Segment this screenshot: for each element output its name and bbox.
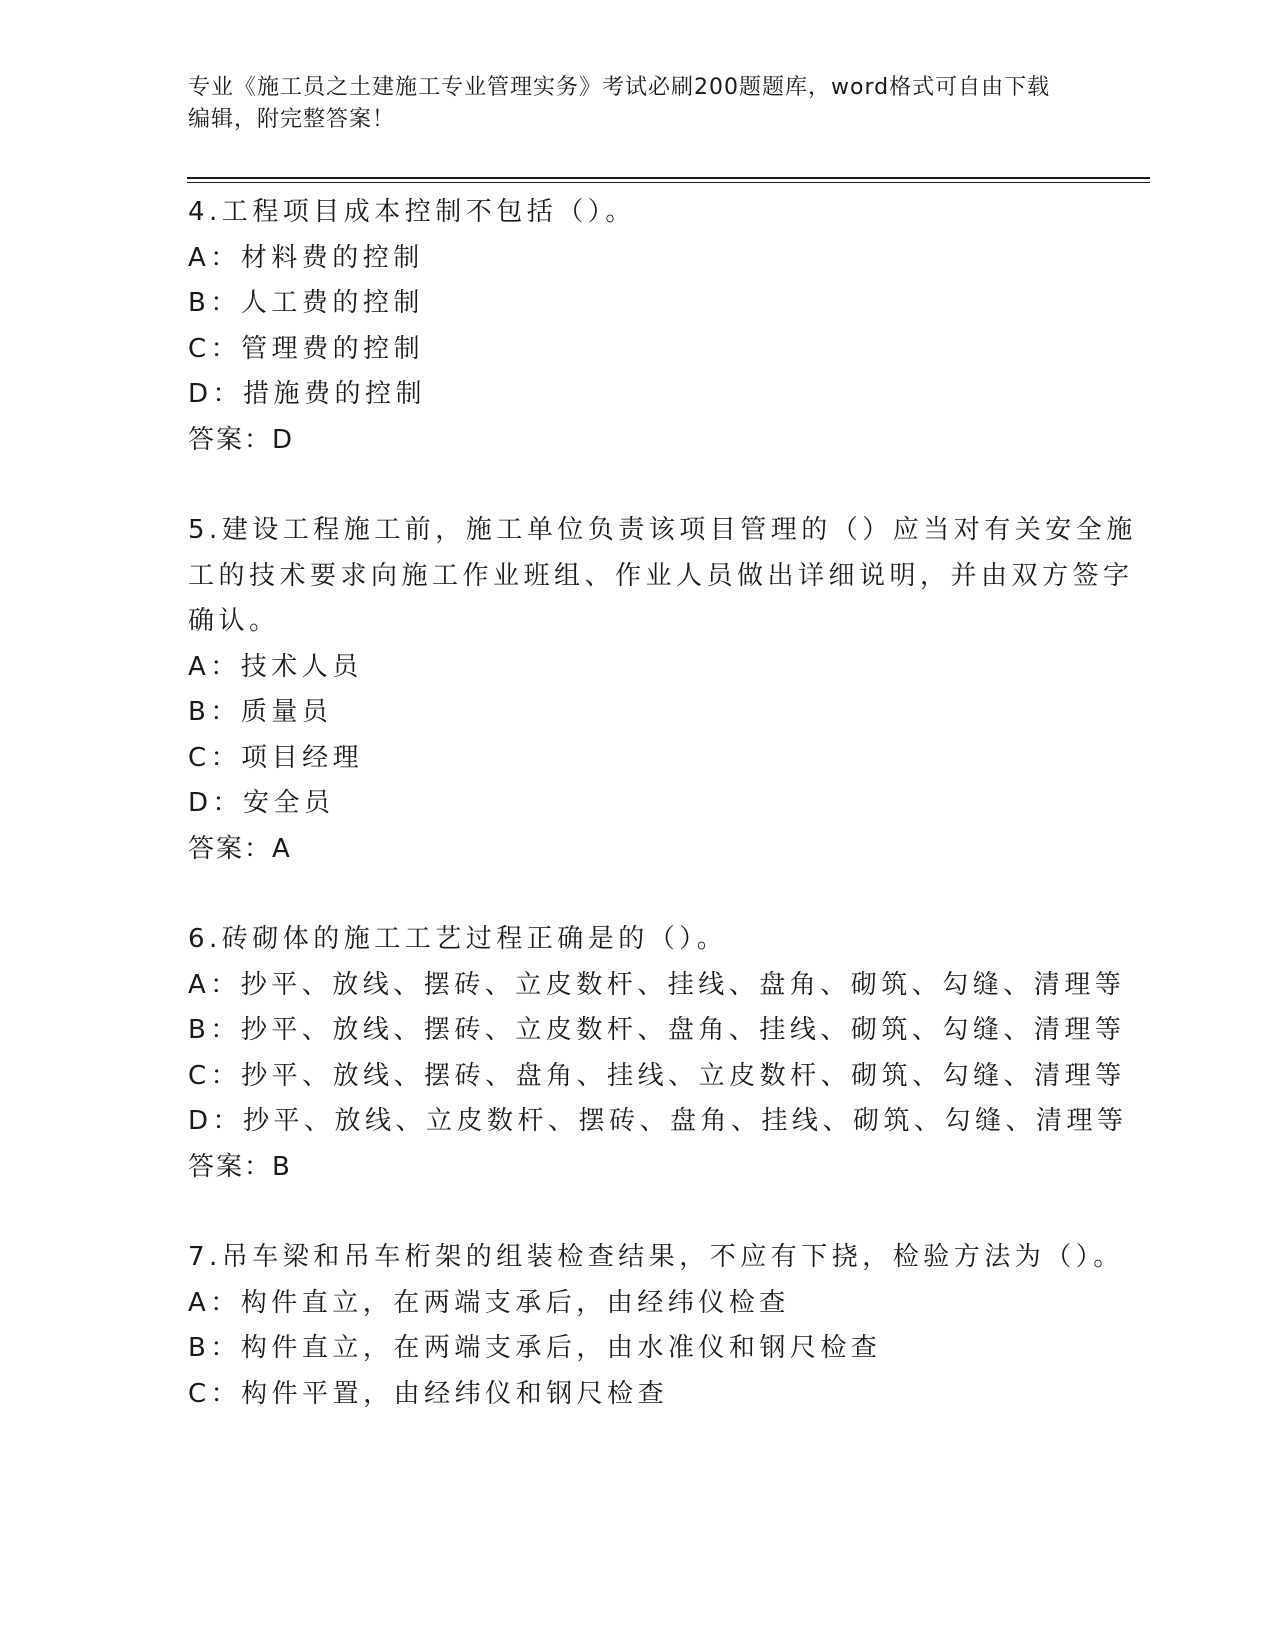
question-stem: 5.建设工程施工前，施工单位负责该项目管理的（）应当对有关安全施工的技术要求向施工作业班组、作业人员做出详细说明，并由双方签字确认。 [188,515,1137,636]
option-b: B：质量员 [188,697,333,727]
option-c: C：管理费的控制 [188,333,425,364]
option-d: D：措施费的控制 [188,379,427,409]
option-b: B：构件直立，在两端支承后，由水准仪和钢尺检查 [188,1333,882,1363]
document-header: 专业《施工员之土建施工专业管理实务》考试必刷200题题库，word格式可自由下载编辑，附完整答案！ [188,75,1051,132]
question-stem: 7.吊车梁和吊车桁架的组装检查结果，不应有下挠，检验方法为（）。 [188,1242,1124,1272]
option-d: D：安全员 [188,788,335,818]
question-5 [188,508,1148,872]
option-c: C：构件平置，由经纬仪和钢尺检查 [188,1378,669,1409]
option-c: C：抄平、放线、摆砖、盘角、挂线、立皮数杆、砌筑、勾缝、清理等 [188,1060,1126,1091]
option-a: A：构件直立，在两端支承后，由经纬仪检查 [188,1287,790,1318]
option-b: B：抄平、放线、摆砖、立皮数杆、盘角、挂线、砌筑、勾缝、清理等 [188,1015,1126,1045]
header-divider-thin [187,182,1150,183]
question-stem: 4.工程项目成本控制不包括（）。 [188,197,636,227]
option-a: A：材料费的控制 [188,242,424,273]
option-a: A：抄平、放线、摆砖、立皮数杆、挂线、盘角、砌筑、勾缝、清理等 [188,969,1126,1000]
question-6 [188,917,1148,1190]
option-c: C：项目经理 [188,742,364,773]
question-stem: 6.砖砌体的施工工艺过程正确是的（）。 [188,924,728,954]
question-4 [188,190,1148,463]
option-d: D：抄平、放线、立皮数杆、摆砖、盘角、挂线、砌筑、勾缝、清理等 [188,1106,1128,1136]
option-b: B：人工费的控制 [188,288,424,318]
question-7 [188,1235,1148,1417]
header-divider-thick [187,177,1150,179]
option-a: A：技术人员 [188,651,363,682]
answer: 答案：A [188,833,292,864]
answer: 答案：B [188,1151,292,1182]
question-list [188,190,1148,1417]
answer: 答案：D [188,424,295,455]
